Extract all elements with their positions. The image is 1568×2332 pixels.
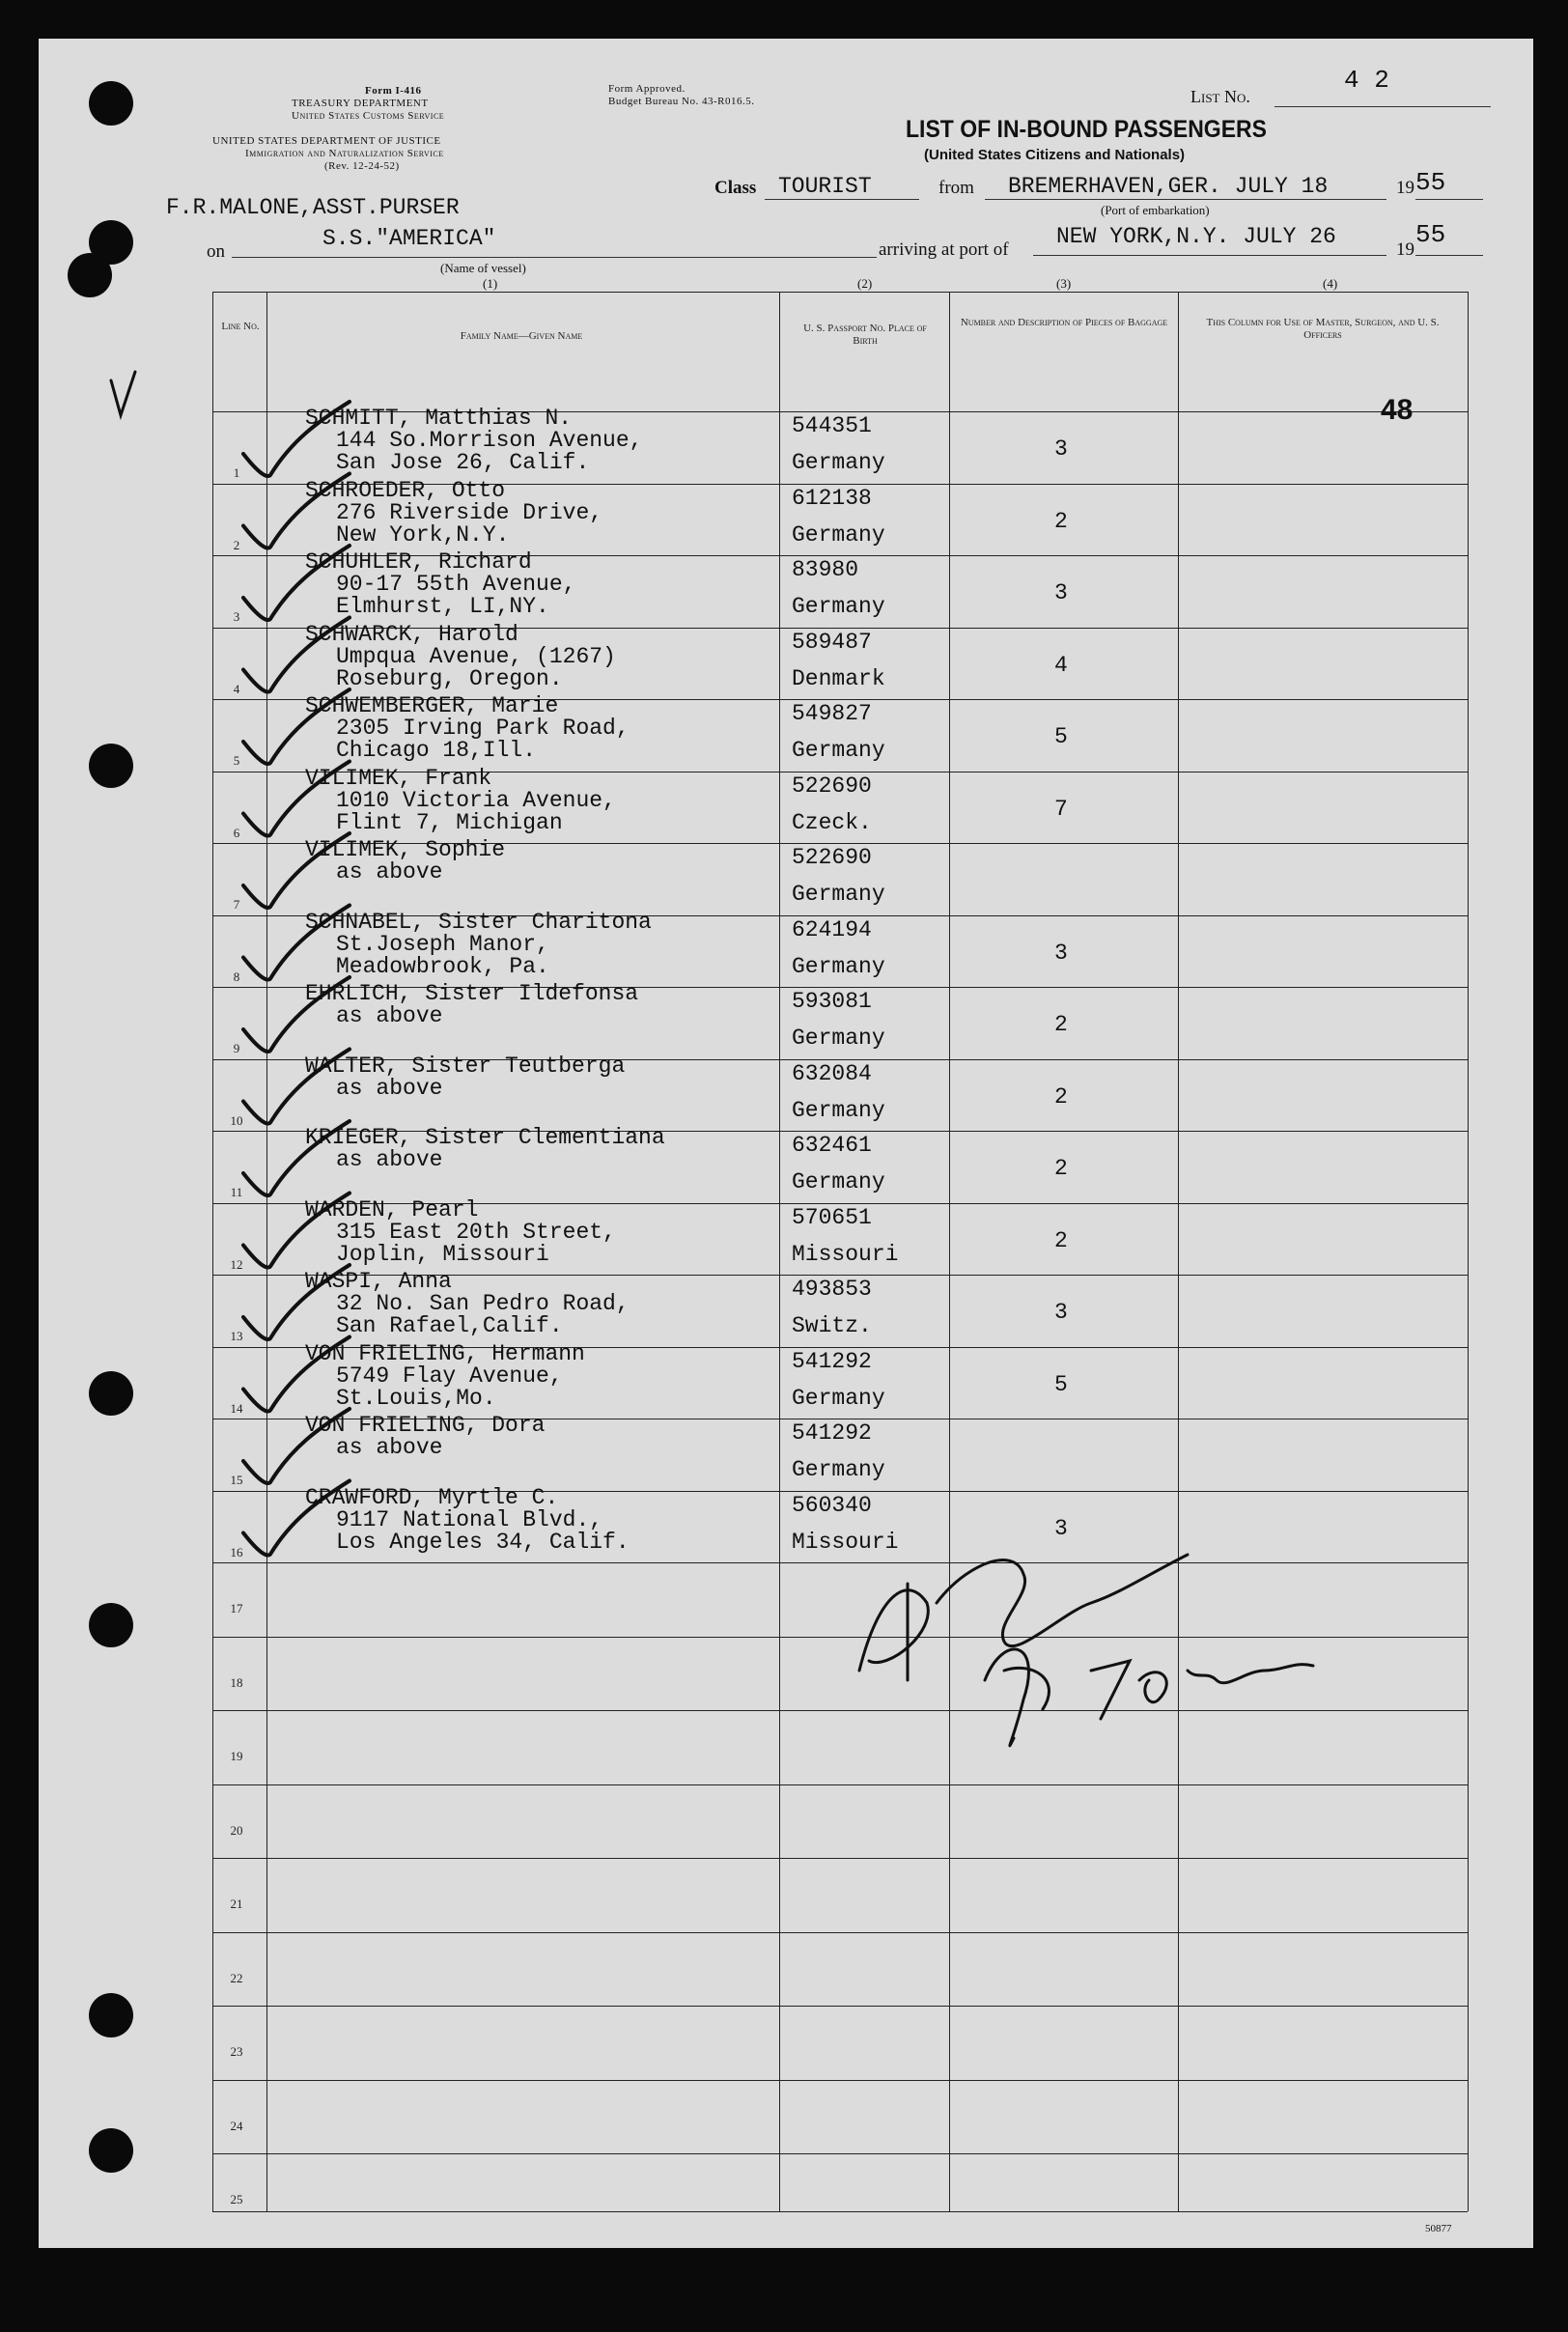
baggage-count: 5 xyxy=(1054,1371,1068,1397)
baggage-count: 3 xyxy=(1054,1515,1068,1541)
place-of-birth: Germany xyxy=(792,1169,885,1194)
place-of-birth: Germany xyxy=(792,450,885,475)
baggage-count: 5 xyxy=(1054,724,1068,749)
col-marker-1: (1) xyxy=(483,276,498,291)
passenger-address-line: San Rafael,Calif. xyxy=(336,1313,563,1338)
passenger-name: SCHROEDER, Otto xyxy=(305,477,506,503)
place-of-birth: Germany xyxy=(792,521,885,548)
check-mark xyxy=(243,1481,350,1556)
arriving-label: arriving at port of xyxy=(879,239,1009,260)
line-number: 12 xyxy=(230,1256,243,1272)
check-mark xyxy=(243,762,350,836)
line-number: 23 xyxy=(230,2044,243,2059)
passport-number: 522690 xyxy=(792,845,872,870)
passenger-name: VILIMEK, Frank xyxy=(305,765,492,791)
check-mark xyxy=(243,833,350,908)
passenger-address-line: 32 No. San Pedro Road, xyxy=(336,1291,630,1316)
check-mark xyxy=(243,1337,350,1412)
passport-number: 83980 xyxy=(792,557,859,582)
tick-mark xyxy=(111,372,135,415)
passport-number: 544351 xyxy=(792,413,872,438)
line-number: 3 xyxy=(233,609,240,624)
passenger-address-line: as above xyxy=(336,1147,443,1172)
passenger-address-line: as above xyxy=(336,859,443,885)
passenger-address-line: as above xyxy=(336,1003,443,1028)
baggage-count: 3 xyxy=(1054,940,1068,966)
passenger-address-line: Roseburg, Oregon. xyxy=(336,665,563,691)
place-of-birth: Germany xyxy=(792,882,885,907)
passenger-name: SCHUHLER, Richard xyxy=(305,549,532,575)
col-header-officers: This Column for Use of Master, Surgeon, and U. S. Officers xyxy=(1206,317,1440,341)
baggage-count: 4 xyxy=(1054,652,1068,678)
check-mark xyxy=(243,402,350,476)
place-of-birth: Germany xyxy=(792,738,885,763)
department: TREASURY DEPARTMENT xyxy=(292,98,429,109)
manifest-page xyxy=(39,39,1533,2248)
officer-note: 48 xyxy=(1381,394,1414,426)
punch-hole xyxy=(89,2128,133,2173)
line-number: 15 xyxy=(230,1473,243,1487)
passport-number: 632084 xyxy=(792,1060,872,1086)
line-number: 4 xyxy=(233,681,240,696)
baggage-count: 2 xyxy=(1054,1156,1068,1181)
passport-number: 560340 xyxy=(792,1492,872,1518)
line-number: 5 xyxy=(233,753,240,768)
passenger-name: WALTER, Sister Teutberga xyxy=(305,1053,626,1079)
place-of-birth: Germany xyxy=(792,594,885,619)
passenger-address-line: 9117 National Blvd., xyxy=(336,1506,603,1532)
handwritten-marks xyxy=(39,39,1533,2248)
form-approved: Form Approved. xyxy=(608,83,686,95)
col-header-passport: U. S. Passport No. Place of Birth xyxy=(803,323,927,347)
port-embarkation-note: (Port of embarkation) xyxy=(1101,203,1210,217)
place-of-birth: Czeck. xyxy=(792,809,872,835)
line-number: 2 xyxy=(233,537,240,552)
check-mark xyxy=(243,1194,350,1268)
line-number: 17 xyxy=(230,1601,243,1616)
from-year-prefix: 19 xyxy=(1396,178,1414,198)
baggage-count: 3 xyxy=(1054,580,1068,605)
justice-dept: UNITED STATES DEPARTMENT OF JUSTICE xyxy=(212,135,441,147)
passenger-name: KRIEGER, Sister Clementiana xyxy=(305,1125,665,1150)
page-code: 50877 xyxy=(1425,2223,1452,2234)
passenger-name: SCHWARCK, Harold xyxy=(305,621,518,647)
line-number: 7 xyxy=(233,897,240,912)
line-number: 20 xyxy=(230,1822,243,1838)
line-number: 8 xyxy=(233,969,240,984)
passport-number: 593081 xyxy=(792,989,872,1014)
baggage-count: 7 xyxy=(1054,796,1068,822)
place-of-birth: Germany xyxy=(792,1097,885,1123)
page-subtitle: (United States Citizens and Nationals) xyxy=(924,147,1186,163)
page-title: LIST OF IN-BOUND PASSENGERS xyxy=(906,116,1267,143)
passport-number: 541292 xyxy=(792,1420,872,1446)
vessel-note: (Name of vessel) xyxy=(440,261,526,275)
on-label: on xyxy=(207,241,225,262)
line-number: 9 xyxy=(233,1041,240,1055)
passport-number: 541292 xyxy=(792,1348,872,1374)
service: United States Customs Service xyxy=(292,110,445,122)
revision: (Rev. 12-24-52) xyxy=(324,160,400,172)
line-number: 18 xyxy=(230,1674,243,1690)
passenger-address-line: 2305 Irving Park Road, xyxy=(336,716,630,741)
place-of-birth: Switz. xyxy=(792,1313,872,1338)
passenger-address-line: 276 Riverside Drive, xyxy=(336,499,603,525)
ins: Immigration and Naturalization Service xyxy=(245,148,444,159)
col-header-baggage: Number and Description of Pieces of Baggage xyxy=(960,317,1168,328)
passenger-name: VON FRIELING, Dora xyxy=(305,1413,546,1438)
passenger-address-line: St.Louis,Mo. xyxy=(336,1385,496,1411)
passenger-address-line: St.Joseph Manor, xyxy=(336,931,549,957)
passenger-address-line: 315 East 20th Street, xyxy=(336,1219,616,1245)
passenger-address-line: 90-17 55th Avenue, xyxy=(336,572,576,597)
punch-hole xyxy=(89,81,133,126)
line-number: 21 xyxy=(230,1897,243,1911)
place-of-birth: Germany xyxy=(792,1026,885,1051)
col-marker-4: (4) xyxy=(1323,276,1338,291)
passport-number: 632461 xyxy=(792,1133,872,1158)
line-number: 1 xyxy=(233,465,240,480)
passport-number: 549827 xyxy=(792,701,872,726)
col-header-name: Family Name—Given Name xyxy=(460,330,583,342)
arr-year-prefix: 19 xyxy=(1396,239,1414,260)
punch-hole xyxy=(89,1371,133,1416)
baggage-count: 3 xyxy=(1054,1300,1068,1325)
col-marker-2: (2) xyxy=(857,276,873,291)
vessel-name: S.S."AMERICA" xyxy=(322,226,496,251)
baggage-count: 2 xyxy=(1054,508,1068,534)
baggage-count: 3 xyxy=(1054,436,1068,462)
arr-year: 55 xyxy=(1415,220,1446,249)
passenger-address-line: Umpqua Avenue, (1267) xyxy=(336,643,616,669)
line-number: 22 xyxy=(230,1970,243,1985)
punch-hole xyxy=(89,1603,133,1647)
passenger-address-line: Chicago 18,Ill. xyxy=(336,738,537,763)
check-mark xyxy=(243,1050,350,1124)
passenger-name: CRAWFORD, Myrtle C. xyxy=(305,1484,559,1510)
passenger-name: EHRLICH, Sister Ildefonsa xyxy=(305,981,639,1006)
class-label: Class xyxy=(714,178,757,198)
line-number: 14 xyxy=(230,1400,243,1416)
list-no-value: 4 2 xyxy=(1344,66,1389,95)
passenger-address-line: Elmhurst, LI,NY. xyxy=(336,594,549,619)
passenger-address-line: Joplin, Missouri xyxy=(336,1241,549,1267)
place-of-birth: Germany xyxy=(792,1385,885,1411)
line-number: 11 xyxy=(230,1185,243,1199)
check-mark xyxy=(243,689,350,764)
passenger-address-line: San Jose 26, Calif. xyxy=(336,450,590,475)
baggage-count: 2 xyxy=(1054,1012,1068,1037)
signature xyxy=(859,1555,1188,1680)
passport-number: 589487 xyxy=(792,629,872,655)
passenger-name: WASPI, Anna xyxy=(305,1269,452,1294)
class-value: TOURIST xyxy=(778,174,872,199)
passenger-address-line: as above xyxy=(336,1075,443,1101)
line-number: 10 xyxy=(230,1112,243,1128)
from-year: 55 xyxy=(1415,168,1446,197)
punch-hole xyxy=(68,253,112,297)
check-mark xyxy=(243,1265,350,1339)
place-of-birth: Germany xyxy=(792,953,885,979)
passenger-address-line: 1010 Victoria Avenue, xyxy=(336,787,616,813)
line-number: 24 xyxy=(230,2118,243,2133)
passenger-address-line: 5749 Flay Avenue, xyxy=(336,1363,563,1389)
initials xyxy=(985,1649,1049,1746)
from-value: BREMERHAVEN,GER. JULY 18 xyxy=(1008,174,1329,199)
passenger-name: VON FRIELING, Hermann xyxy=(305,1340,585,1366)
line-number: 13 xyxy=(230,1329,243,1343)
signer: F.R.MALONE,ASST.PURSER xyxy=(166,195,460,220)
time-note xyxy=(1091,1661,1313,1719)
line-number: 6 xyxy=(233,825,240,840)
passport-number: 570651 xyxy=(792,1204,872,1230)
budget-bureau: Budget Bureau No. 43-R016.5. xyxy=(608,96,755,107)
punch-hole xyxy=(89,744,133,788)
passenger-name: SCHNABEL, Sister Charitona xyxy=(305,909,652,935)
place-of-birth: Germany xyxy=(792,1457,885,1482)
passenger-address-line: as above xyxy=(336,1435,443,1460)
col-marker-3: (3) xyxy=(1056,276,1072,291)
baggage-count: 2 xyxy=(1054,1227,1068,1253)
place-of-birth: Missouri xyxy=(792,1241,899,1267)
arriving-value: NEW YORK,N.Y. JULY 26 xyxy=(1056,224,1336,249)
line-number: 16 xyxy=(230,1544,243,1559)
from-label: from xyxy=(938,178,974,198)
passenger-address-line: Flint 7, Michigan xyxy=(336,809,563,835)
check-mark xyxy=(243,1409,350,1483)
baggage-count: 2 xyxy=(1054,1083,1068,1110)
passenger-address-line: 144 So.Morrison Avenue, xyxy=(336,428,643,453)
col-header-line-no: Line No. xyxy=(221,321,260,332)
passenger-name: SCHMITT, Matthias N. xyxy=(305,406,573,431)
line-number: 19 xyxy=(230,1749,243,1763)
form-number: Form I-416 xyxy=(365,85,422,97)
list-no-label: List No. xyxy=(1190,87,1250,106)
line-number: 25 xyxy=(230,2192,243,2206)
passport-number: 624194 xyxy=(792,916,872,942)
check-mark xyxy=(243,618,350,692)
passport-number: 522690 xyxy=(792,773,872,799)
passenger-address-line: Meadowbrook, Pa. xyxy=(336,953,549,979)
passport-number: 612138 xyxy=(792,485,872,511)
check-mark xyxy=(243,906,350,980)
passenger-name: WARDEN, Pearl xyxy=(305,1196,479,1222)
check-mark xyxy=(243,546,350,620)
place-of-birth: Missouri xyxy=(792,1529,899,1555)
passenger-name: SCHWEMBERGER, Marie xyxy=(305,693,559,718)
punch-hole xyxy=(89,1993,133,2037)
passenger-address-line: New York,N.Y. xyxy=(336,521,510,548)
check-mark xyxy=(243,474,350,548)
passport-number: 493853 xyxy=(792,1277,872,1302)
check-mark xyxy=(243,1121,350,1195)
passenger-name: VILIMEK, Sophie xyxy=(305,837,506,862)
check-mark xyxy=(243,977,350,1052)
place-of-birth: Denmark xyxy=(792,665,885,691)
passenger-address-line: Los Angeles 34, Calif. xyxy=(336,1529,630,1555)
